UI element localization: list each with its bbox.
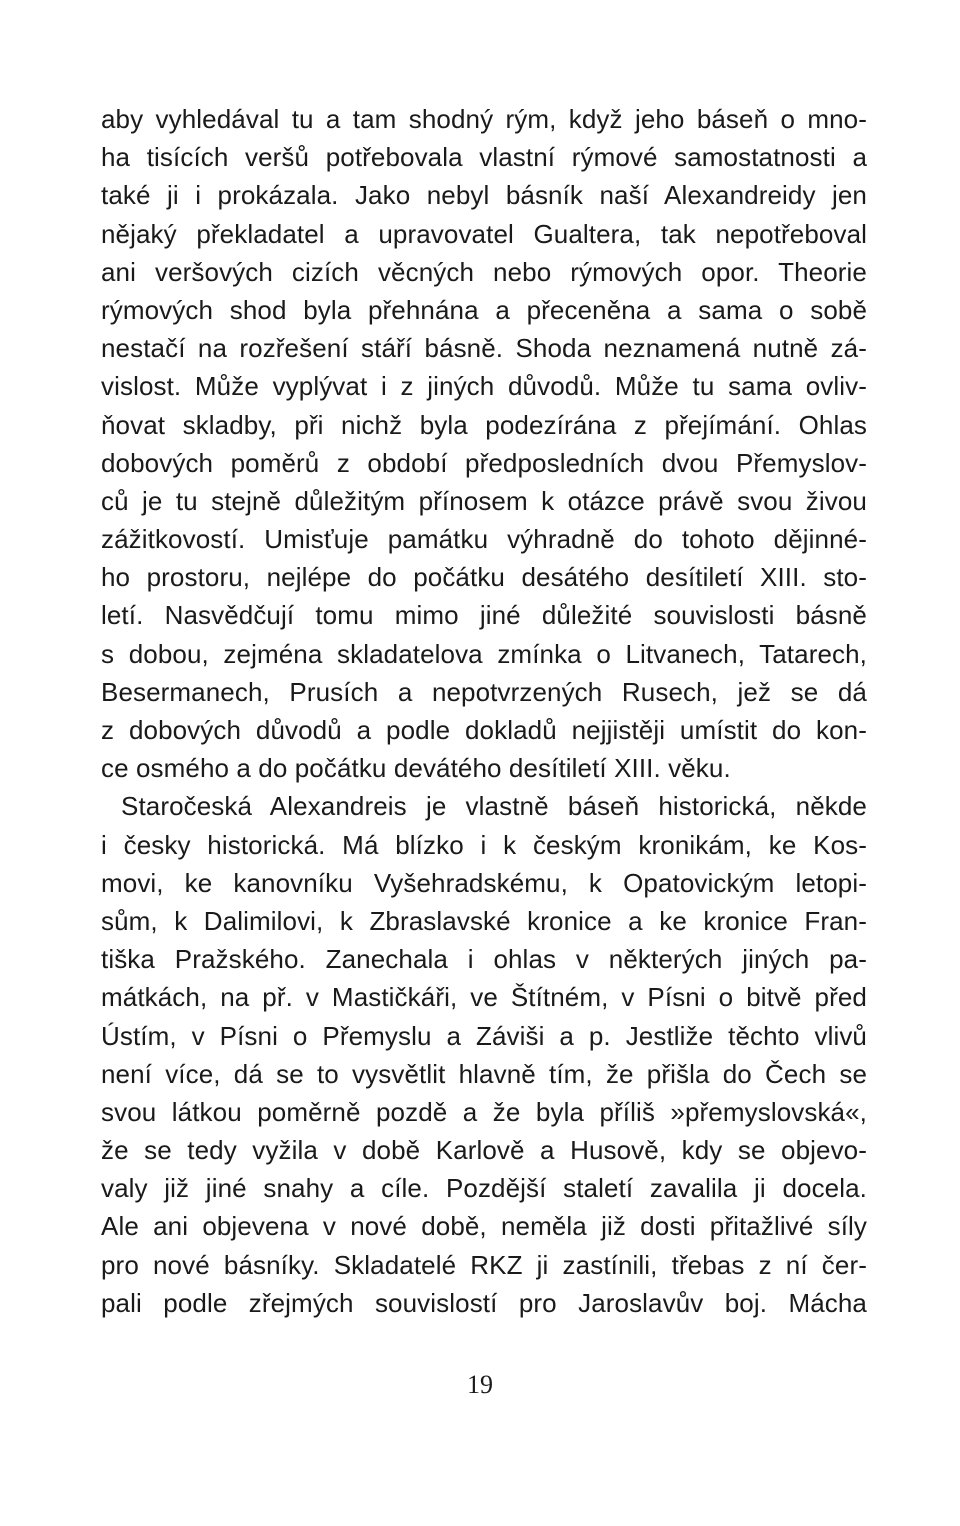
text-line: Besermanech, Prusích a nepotvrzených Rusech, jež se dá [101,676,867,707]
text-line: Ale ani objevena v nové době, neměla již dosti přitažlivé síly [101,1211,867,1242]
text-line: tiška Pražského. Zanechala i ohlas v některých jiných pa- [101,944,867,975]
text-line: pali podle zřejmých souvislostí pro Jaroslavův boj. Mácha [101,1287,867,1318]
body-text [101,100,867,1322]
text-line: nějaký překladatel a upravovatel Gualtera, tak nepotřeboval [101,218,867,249]
text-line: nestačí na rozřešení stáří básně. Shoda neznamená nutně zá- [101,333,867,364]
text-line: Ústím, v Písni o Přemyslu a Záviši a p. Jestliže těchto vlivů [101,1020,867,1051]
text-line: z dobových důvodů a podle dokladů nejjistěji umístit do kon- [101,715,867,745]
text-line: i česky historická. Má blízko i k českým kronikám, ke Kos- [101,829,867,860]
text-line: ňovat skladby, při nichž byla podezírána z přejímání. Ohlas [101,409,867,440]
text-line: ho prostoru, nejlépe do počátku desátého desítiletí XIII. sto- [101,562,867,593]
text-line: také ji i prokázala. Jako nebyl básník naší Alexandreidy jen [101,180,867,211]
text-line: ců je tu stejně důležitým přínosem k otázce právě svou živou [101,485,867,516]
text-line: vislost. Může vyplývat i z jiných důvodů. Může tu sama ovliv- [101,371,867,402]
text-line: není více, dá se to vysvětlit hlavně tím, že přišla do Čech se [101,1058,867,1089]
text-line: letí. Nasvědčují tomu mimo jiné důležité souvislosti básně [101,600,867,631]
paragraph [101,787,867,1322]
text-line: movi, ke kanovníku Vyšehradskému, k Opatovickým letopi- [101,867,867,898]
text-line: ani veršových cizích věcných nebo rýmových opor. Theorie [101,256,867,287]
text-line: mátkách, na př. v Mastičkáři, ve Štítném, v Písni o bitvě před [101,982,867,1013]
text-line: svou látkou poměrně pozdě a že byla příliš »přemyslovská«, [101,1096,867,1127]
text-line: ha tisících veršů potřebovala vlastní rýmové samostatnosti a [101,142,867,173]
paragraph [101,100,867,787]
text-line: dobových poměrů z období předposledních dvou Přemyslov- [101,447,867,478]
text-line: ce osmého a do počátku devátého desítiletí XIII. věku. [101,753,731,784]
text-line: valy již jiné snahy a cíle. Pozdější staletí zavalila ji docela. [101,1173,867,1204]
page-number: 19 [467,1370,493,1399]
text-line: pro nové básníky. Skladatelé RKZ ji zastínili, třebas z ní čer- [101,1249,867,1280]
text-line: Staročeská Alexandreis je vlastně báseň historická, někde [121,791,867,822]
text-line: aby vyhledával tu a tam shodný rým, když jeho báseň o mno- [101,104,867,134]
text-line: zážitkovostí. Umisťuje památku výhradně do tohoto dějinné- [101,524,867,555]
text-line: že se tedy vyžila v době Karlově a Husově, kdy se objevo- [101,1135,867,1166]
text-line: s dobou, zejména skladatelova zmínka o Litvanech, Tatarech, [101,638,867,669]
text-line: rýmových shod byla přehnána a přeceněna a sama o sobě [101,294,867,325]
text-line: sům, k Dalimilovi, k Zbraslavské kronice a ke kronice Fran- [101,905,867,936]
